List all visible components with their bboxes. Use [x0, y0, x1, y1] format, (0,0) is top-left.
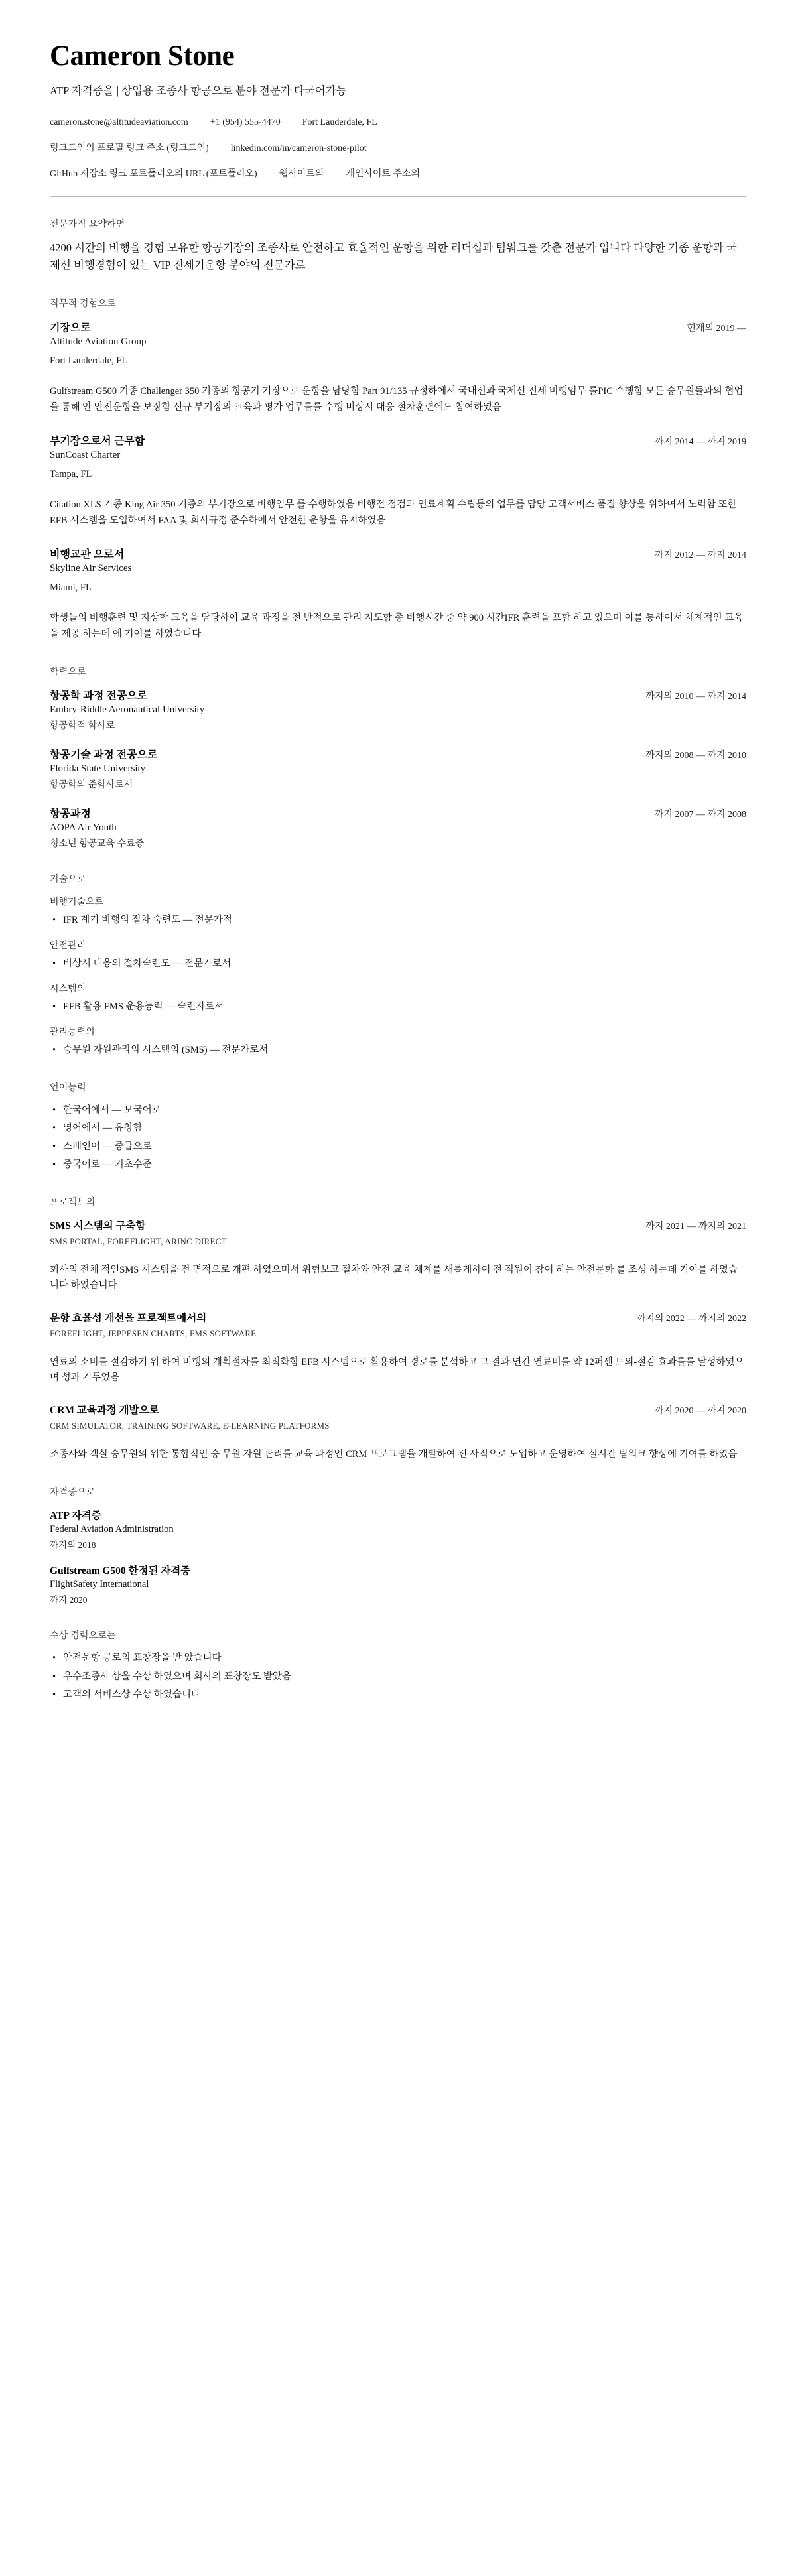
- project-entry: [50, 1402, 746, 1462]
- school-name: Florida State University: [50, 763, 146, 775]
- section-title-summary: 전문가적 요약하면: [50, 220, 125, 229]
- section-title-awards: 수상 경력으로는: [50, 1631, 116, 1642]
- language-list: [50, 1103, 746, 1173]
- skill-item: • 비상시 대응의 절차숙련도 — 전문가로서: [50, 956, 746, 971]
- project-dates: 까지 2020 — 까지 2020: [654, 1405, 746, 1416]
- project-description: 연료의 소비를 절감하기 위 하여 비행의 계획절차를 최적화함 EFB 시스템으로 활용하여 경로를 분석하고 그 결과 연간 연료비를 약 12퍼센 트의-절감 효과를를 달성하였으며 성과 거두었음: [50, 1356, 744, 1384]
- experience-entry-head: [50, 319, 746, 334]
- degree-title: 항공학 과정 전공으로: [50, 690, 148, 702]
- linkedin-url[interactable]: linkedin.com/in/cameron-stone-pilot: [230, 143, 367, 153]
- job-description: Gulfstream G500 기종 Challenger 350 기종의 항공기 기장으로 운항을 담당함 Part 91/135 규정하에서 국내선과 국제선 전세 비행임무 를PIC 수행함 모든 승무원들과의 협업을 통해 안 안전운항을 보장함 신규 부기장의 교육과 평가 업무를를 수행 비상시 대응 절차훈련에도 참여하였음: [50, 386, 744, 413]
- skill-item: • IFR 계기 비행의 절차 숙련도 — 전문가적: [50, 913, 746, 927]
- degree-subtitle: 항공학의 준학사로서: [50, 780, 133, 791]
- school-name: Embry-Riddle Aeronautical University: [50, 704, 205, 716]
- degree-title: 항공기술 과정 전공으로: [50, 749, 158, 761]
- website-label: 웹사이트의: [279, 169, 324, 179]
- project-entry-head: [50, 1402, 746, 1417]
- degree-title: 항공과정: [50, 808, 91, 820]
- degree-dates: 까지의 2008 — 까지 2010: [645, 751, 746, 761]
- certification-entry: [50, 1508, 746, 1551]
- experience-entry: [50, 432, 746, 529]
- job-location: Tampa, FL: [50, 469, 92, 480]
- job-description: 학생들의 비행훈련 및 지상학 교육을 담당하여 교육 과정을 전 반적으로 관리 지도함 총 비행시간 중 약 900 시간IFR 훈련을 포함 하고 있으며 이를 통하여서 체계적인 교육을 제공 하는데 에 기여를 하였습니다: [50, 613, 744, 639]
- project-entry-head: [50, 1310, 746, 1324]
- experience-entry-head: [50, 432, 746, 448]
- personal-site-label: 개인사이트 주소의: [346, 169, 421, 179]
- degree-dates: 까지 2007 — 까지 2008: [654, 810, 746, 820]
- project-description: 조종사와 객실 승무원의 위한 통합적인 승 무원 자원 관리를 교육 과정인 CRM 프로그램을 개발하여 전 사적으로 도입하고 운영하여 실시간 팀워크 향상에 기여를 하였음: [50, 1449, 738, 1460]
- language-item: • 중국어로 — 기초수준: [50, 1157, 746, 1172]
- certification-name: ATP 자격증: [50, 1510, 101, 1522]
- skill-list: [50, 913, 746, 927]
- project-dates: 까지 2021 — 까지의 2021: [645, 1221, 746, 1232]
- certification-issuer: Federal Aviation Administration: [50, 1524, 174, 1535]
- section-certifications: [50, 1485, 746, 1606]
- section-summary: [50, 217, 746, 274]
- language-item: • 스페인어 — 중급으로: [50, 1139, 746, 1154]
- certification-date: 까지의 2018: [50, 1540, 96, 1551]
- professional-headline: ATP 자격증을 | 상업용 조종사 항공으로 분야 전문가 다국어가능: [50, 84, 347, 97]
- section-skills: [50, 872, 746, 1058]
- contact-row-3: [50, 166, 746, 180]
- education-entry: [50, 746, 746, 791]
- skill-item: • EFB 활용 FMS 운용능력 — 숙련자로서: [50, 999, 746, 1014]
- skill-group-title: 시스템의: [50, 984, 86, 994]
- skill-list: [50, 1043, 746, 1057]
- job-location: Miami, FL: [50, 582, 92, 594]
- project-title: SMS 시스템의 구축함: [50, 1220, 146, 1232]
- education-entry: [50, 805, 746, 850]
- award-item: • 고객의 서비스상 수상 하였습니다: [50, 1687, 746, 1702]
- job-organization: Skyline Air Services: [50, 563, 132, 574]
- certification-date: 까지 2020: [50, 1595, 88, 1606]
- job-title: 부기장으로서 근무함: [50, 436, 145, 448]
- job-location: Fort Lauderdale, FL: [50, 355, 128, 367]
- section-title-certifications: 자격증으로: [50, 1488, 96, 1498]
- phone-text: +1 (954) 555-4470: [210, 117, 281, 127]
- skill-group: [50, 982, 746, 1014]
- job-dates: 까지 2014 — 까지 2019: [654, 437, 746, 448]
- degree-subtitle: 항공학적 학사로: [50, 721, 115, 732]
- award-list: [50, 1651, 746, 1702]
- education-entry-head: [50, 805, 746, 820]
- language-item: • 한국어에서 — 모국어로: [50, 1103, 746, 1118]
- section-title-education: 학력으로: [50, 667, 86, 678]
- summary-text: 4200 시간의 비행을 경험 보유한 항공기장의 조종사로 안전하고 효율적인 운항을 위한 리더십과 팀워크를 갖춘 전문가 입니다 다양한 기종 운항과 국제선 비행경험이 있는 VIP 전세기운항 분야의 전문가로: [50, 241, 737, 272]
- job-dates: 까지 2012 — 까지 2014: [654, 550, 746, 561]
- project-title: CRM 교육과정 개발으로: [50, 1404, 159, 1416]
- project-technologies: CRM SIMULATOR, TRAINING SOFTWARE, E-LEARNING PLATFORMS: [50, 1420, 330, 1431]
- education-entry-head: [50, 746, 746, 761]
- section-languages: [50, 1080, 746, 1173]
- project-dates: 까지의 2022 — 까지의 2022: [636, 1313, 746, 1324]
- skill-group: [50, 1025, 746, 1057]
- project-entry: [50, 1218, 746, 1294]
- section-title-skills: 기술으로: [50, 875, 86, 885]
- experience-entry-head: [50, 546, 746, 561]
- job-organization: Altitude Aviation Group: [50, 336, 147, 348]
- award-item: • 우수조종사 상을 수상 하였으며 회사의 표창장도 받았음: [50, 1669, 746, 1684]
- section-experience: [50, 296, 746, 642]
- skill-item: • 승무원 자원관리의 시스템의 (SMS) — 전문가로서: [50, 1043, 746, 1057]
- skill-group-title: 안전관리: [50, 940, 86, 951]
- job-description: Citation XLS 기종 King Air 350 기종의 부기장으로 비행임무 를 수행하였음 비행전 점검과 연료계획 수립등의 업무를 담당 고객서비스 품질 향상을 위하여서 노력함 또한 EFB 시스템을 도입하여서 FAA 및 회사규정 준수하에서 안전한 운항을 유지하였음: [50, 499, 737, 526]
- job-organization: SunCoast Charter: [50, 450, 121, 461]
- certification-issuer: FlightSafety International: [50, 1579, 149, 1590]
- section-title-languages: 언어능력: [50, 1082, 86, 1093]
- project-entry-head: [50, 1218, 746, 1232]
- project-entry: [50, 1310, 746, 1386]
- email-text: cameron.stone@altitudeaviation.com: [50, 117, 188, 127]
- location-text: Fort Lauderdale, FL: [302, 117, 377, 127]
- section-title-projects: 프로젝트의: [50, 1197, 96, 1208]
- certification-entry: [50, 1563, 746, 1606]
- skill-group: [50, 895, 746, 927]
- language-item: • 영어에서 — 유창함: [50, 1121, 746, 1135]
- contact-row-2: [50, 141, 746, 154]
- section-title-experience: 직무적 경험으로: [50, 299, 116, 310]
- certification-name: Gulfstream G500 한정된 자격증: [50, 1565, 191, 1577]
- job-dates: 현재의 2019 —: [687, 324, 746, 334]
- experience-entry: [50, 546, 746, 642]
- job-title: 기장으로: [50, 322, 91, 334]
- degree-dates: 까지의 2010 — 까지 2014: [645, 692, 746, 702]
- section-education: [50, 665, 746, 850]
- school-name: AOPA Air Youth: [50, 822, 117, 834]
- contact-row-1: [50, 117, 746, 128]
- linkedin-label: 링크드인의 프로필 링크 주소 (링크드인): [50, 143, 209, 153]
- section-projects: [50, 1195, 746, 1462]
- skill-list: [50, 999, 746, 1014]
- page-title: Cameron Stone: [50, 40, 235, 72]
- job-title: 비행교관 으로서: [50, 549, 125, 561]
- skill-group-title: 관리능력의: [50, 1027, 95, 1038]
- skill-group-title: 비행기술으로: [50, 897, 104, 908]
- degree-subtitle: 청소년 항공교육 수료증: [50, 839, 145, 850]
- project-title: 운항 효율성 개선을 프로젝트에서의: [50, 1312, 207, 1324]
- experience-entry: [50, 319, 746, 415]
- education-entry: [50, 687, 746, 732]
- header-divider: [50, 196, 746, 197]
- award-item: • 안전운항 공로의 표창장을 받 았습니다: [50, 1651, 746, 1665]
- project-description: 회사의 전체 적인SMS 시스템을 전 면적으로 개편 하였으며서 위험보고 절차와 안전 교육 체계를 새롭게하여 전 직원이 참여 하는 안전문화 를 조성 하는데 기여를 하였습니다 하였습니다: [50, 1264, 738, 1291]
- project-technologies: SMS PORTAL, FOREFLIGHT, ARINC DIRECT: [50, 1236, 227, 1246]
- project-technologies: FOREFLIGHT, JEPPESEN CHARTS, FMS SOFTWARE: [50, 1328, 257, 1338]
- skill-list: [50, 956, 746, 971]
- education-entry-head: [50, 687, 746, 702]
- section-awards: [50, 1628, 746, 1702]
- skill-group: [50, 938, 746, 971]
- portfolio-label: GitHub 저장소 링크 포트폴리오의 URL (포트폴리오): [50, 169, 257, 179]
